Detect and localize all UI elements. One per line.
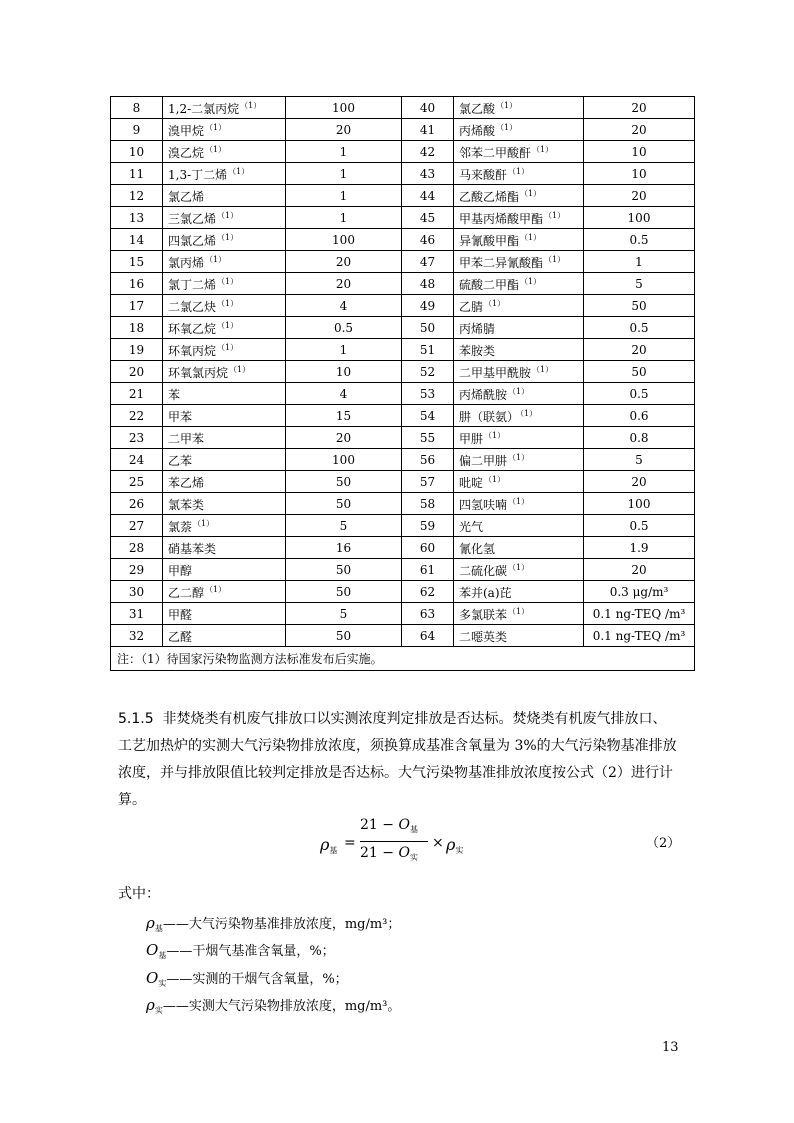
where-label: 式中： (118, 886, 160, 902)
definition-rho-actual: $\rho_实——$实测大气污染物排放浓度，mg/m³。 (146, 996, 401, 1015)
pollutant-name-right: 二硫化碳$^{(1)}$ (454, 559, 584, 581)
limit-value-right: 10 (584, 141, 695, 163)
row-number-left: 17 (111, 295, 163, 317)
table-row (111, 185, 695, 207)
limit-value-left: 15 (286, 405, 402, 427)
row-number-left: 31 (111, 603, 163, 625)
pollutant-name-left: 氯乙烯 (163, 185, 286, 207)
limit-value-left: 1 (286, 141, 402, 163)
limit-value-left: 4 (286, 383, 402, 405)
row-number-left: 18 (111, 317, 163, 339)
limit-value-right: 0.5 (584, 317, 695, 339)
table-body (111, 97, 695, 647)
pollutant-limit-table (110, 96, 695, 671)
footnote-marker: （1） (508, 497, 530, 506)
pollutant-name-right: 四氢呋喃$^{(1)}$ (454, 493, 584, 515)
formula-times: × (432, 835, 444, 851)
pollutant-name-left: 环氧氯丙烷$^{(1)}$ (163, 361, 286, 383)
pollutant-name-left: 溴甲烷$^{(1)}$ (163, 119, 286, 141)
row-number-right: 49 (402, 295, 454, 317)
pollutant-name-right: 氰化氢 (454, 537, 584, 559)
pollutant-name-left: 1,3-丁二烯$^{(1)}$ (163, 163, 286, 185)
limit-value-left: 100 (286, 229, 402, 251)
footnote-marker: （1） (508, 453, 530, 462)
footnote-marker: （1） (484, 431, 506, 440)
row-number-left: 29 (111, 559, 163, 581)
footnote-marker: （1） (217, 343, 239, 352)
pollutant-name-right: 丙烯腈 (454, 317, 584, 339)
pollutant-name-right: 乙腈$^{(1)}$ (454, 295, 584, 317)
pollutant-name-right: 二噁英类 (454, 625, 584, 647)
table-row (111, 449, 695, 471)
table-row (111, 119, 695, 141)
limit-value-left: 5 (286, 603, 402, 625)
footnote-marker: （1） (520, 189, 542, 198)
limit-value-right: 20 (584, 339, 695, 361)
limit-value-left: 10 (286, 361, 402, 383)
limit-value-right: 20 (584, 119, 695, 141)
pollutant-name-left: 乙醛 (163, 625, 286, 647)
pollutant-name-right: 邻苯二甲酸酐$^{(1)}$ (454, 141, 584, 163)
pollutant-name-left: 三氯乙烯$^{(1)}$ (163, 207, 286, 229)
limit-value-right: 0.5 (584, 229, 695, 251)
footnote-marker: （1） (508, 563, 530, 572)
formula-2 (320, 815, 470, 871)
table-row (111, 251, 695, 273)
row-number-left: 13 (111, 207, 163, 229)
pollutant-name-right: 甲苯二异氰酸酯$^{(1)}$ (454, 251, 584, 273)
table-row (111, 361, 695, 383)
limit-value-right: 100 (584, 207, 695, 229)
row-number-right: 64 (402, 625, 454, 647)
limit-value-right: 0.3 μg/m³ (584, 581, 695, 603)
table-row (111, 603, 695, 625)
row-number-right: 61 (402, 559, 454, 581)
pollutant-name-left: 硝基苯类 (163, 537, 286, 559)
limit-value-right: 20 (584, 559, 695, 581)
table-note-row (111, 647, 695, 671)
pollutant-name-left: 氯萘$^{(1)}$ (163, 515, 286, 537)
pollutant-name-left: 氯丙烯$^{(1)}$ (163, 251, 286, 273)
row-number-left: 22 (111, 405, 163, 427)
pollutant-name-left: 乙二醇$^{(1)}$ (163, 581, 286, 603)
limit-value-right: 100 (584, 493, 695, 515)
pollutant-name-left: 乙苯 (163, 449, 286, 471)
limit-value-left: 1 (286, 163, 402, 185)
pollutant-name-right: 氯乙酸$^{(1)}$ (454, 97, 584, 119)
pollutant-name-right: 硫酸二甲酯$^{(1)}$ (454, 273, 584, 295)
limit-value-left: 50 (286, 493, 402, 515)
footnote-marker: （1） (496, 101, 518, 110)
pollutant-name-left: 溴乙烷$^{(1)}$ (163, 141, 286, 163)
fraction-bar (360, 841, 428, 842)
row-number-right: 46 (402, 229, 454, 251)
limit-value-left: 1 (286, 185, 402, 207)
pollutant-name-right: 苯胺类 (454, 339, 584, 361)
pollutant-name-left: 二氯乙炔$^{(1)}$ (163, 295, 286, 317)
row-number-right: 44 (402, 185, 454, 207)
row-number-left: 24 (111, 449, 163, 471)
pollutant-name-left: 甲苯 (163, 405, 286, 427)
limit-value-right: 5 (584, 449, 695, 471)
row-number-right: 54 (402, 405, 454, 427)
table-row (111, 229, 695, 251)
pollutant-name-right: 异氰酸甲酯$^{(1)}$ (454, 229, 584, 251)
formula-lhs: ρ基 (320, 835, 338, 855)
table-row (111, 537, 695, 559)
footnote-marker: （1） (508, 607, 530, 616)
formula-rhs: ρ实 (446, 835, 464, 855)
row-number-right: 59 (402, 515, 454, 537)
table-row (111, 427, 695, 449)
pollutant-name-left: 环氧乙烷$^{(1)}$ (163, 317, 286, 339)
table-row (111, 163, 695, 185)
pollutant-name-left: 环氧丙烷$^{(1)}$ (163, 339, 286, 361)
row-number-left: 8 (111, 97, 163, 119)
row-number-right: 52 (402, 361, 454, 383)
footnote-marker: （1） (484, 299, 506, 308)
definition-rho-base: $\rho_基——$大气污染物基准排放浓度，mg/m³； (146, 914, 401, 933)
pollutant-name-left: 甲醛 (163, 603, 286, 625)
pollutant-name-right: 马来酸酐$^{(1)}$ (454, 163, 584, 185)
row-number-right: 41 (402, 119, 454, 141)
row-number-right: 63 (402, 603, 454, 625)
limit-value-left: 50 (286, 581, 402, 603)
section-number: 5.1.5 (118, 711, 154, 727)
footnote-marker: （1） (544, 255, 566, 264)
pollutant-name-left: 甲醇 (163, 559, 286, 581)
footnote-marker: （1） (484, 475, 506, 484)
limit-value-right: 0.1 ng-TEQ /m³ (584, 625, 695, 647)
row-number-left: 23 (111, 427, 163, 449)
row-number-left: 21 (111, 383, 163, 405)
limit-value-left: 5 (286, 515, 402, 537)
pollutant-name-left: 苯乙烯 (163, 471, 286, 493)
table-row (111, 515, 695, 537)
formula-denominator: $21 - O_实$ (360, 845, 418, 862)
limit-value-right: 20 (584, 185, 695, 207)
row-number-right: 56 (402, 449, 454, 471)
row-number-left: 9 (111, 119, 163, 141)
limit-value-left: 20 (286, 119, 402, 141)
footnote-marker: （1） (217, 211, 239, 220)
row-number-left: 15 (111, 251, 163, 273)
footnote-marker: （1） (217, 321, 239, 330)
pollutant-name-right: 偏二甲肼$^{(1)}$ (454, 449, 584, 471)
limit-value-right: 50 (584, 361, 695, 383)
row-number-left: 27 (111, 515, 163, 537)
table-row (111, 97, 695, 119)
footnote-marker: （1） (205, 145, 227, 154)
pollutant-name-left: 氯苯类 (163, 493, 286, 515)
table-note: 注：（1）待国家污染物监测方法标准发布后实施。 (111, 647, 695, 671)
row-number-right: 58 (402, 493, 454, 515)
footnote-marker: （1） (193, 519, 215, 528)
limit-value-left: 50 (286, 471, 402, 493)
pollutant-name-right: 苯并(a)芘 (454, 581, 584, 603)
row-number-right: 55 (402, 427, 454, 449)
table-row (111, 471, 695, 493)
pollutant-name-left: 氯丁二烯$^{(1)}$ (163, 273, 286, 295)
limit-value-right: 0.5 (584, 383, 695, 405)
row-number-left: 11 (111, 163, 163, 185)
pollutant-name-right: 多氯联苯$^{(1)}$ (454, 603, 584, 625)
limit-value-right: 0.8 (584, 427, 695, 449)
limit-value-right: 5 (584, 273, 695, 295)
row-number-right: 57 (402, 471, 454, 493)
definition-o-actual: $O_实——$实测的干烟气含氧量，%； (146, 969, 348, 988)
footnote-marker: （1） (496, 123, 518, 132)
formula-equals: = (344, 835, 356, 851)
formula-numerator: $21 - O_基$ (360, 817, 418, 834)
pollutant-name-left: 四氯乙烯$^{(1)}$ (163, 229, 286, 251)
section-text: 非焚烧类有机废气排放口以实测浓度判定排放是否达标。焚烧类有机废气排放口、工艺加热炉的实测大气污染物排放浓度，须换算成基准含氧量为 3%的大气污染物基准排放浓度，并与排放限值比较判定排放是否达标。大气污染物基准排放浓度按公式（2）进行计算。 (118, 711, 677, 808)
pollutant-name-right: 甲基丙烯酸甲酯$^{(1)}$ (454, 207, 584, 229)
footnote-marker: （1） (520, 233, 542, 242)
pollutant-name-right: 二甲基甲酰胺$^{(1)}$ (454, 361, 584, 383)
pollutant-name-right: 乙酸乙烯酯$^{(1)}$ (454, 185, 584, 207)
row-number-left: 19 (111, 339, 163, 361)
table-row (111, 581, 695, 603)
footnote-marker: （1） (544, 211, 566, 220)
table-row (111, 295, 695, 317)
pollutant-name-right: 丙烯酸$^{(1)}$ (454, 119, 584, 141)
limit-value-left: 20 (286, 251, 402, 273)
pollutant-name-left: 二甲苯 (163, 427, 286, 449)
row-number-right: 45 (402, 207, 454, 229)
limit-value-right: 0.6 (584, 405, 695, 427)
footnote-marker: （1） (205, 255, 227, 264)
limit-value-right: 10 (584, 163, 695, 185)
limit-value-left: 4 (286, 295, 402, 317)
row-number-right: 53 (402, 383, 454, 405)
pollutant-name-right: 丙烯酰胺$^{(1)}$ (454, 383, 584, 405)
limit-value-right: 20 (584, 97, 695, 119)
limit-value-right: 1.9 (584, 537, 695, 559)
pollutant-name-right: 吡啶$^{(1)}$ (454, 471, 584, 493)
row-number-right: 51 (402, 339, 454, 361)
footnote-marker: （1） (205, 123, 227, 132)
table-row (111, 141, 695, 163)
limit-value-left: 50 (286, 559, 402, 581)
limit-value-left: 100 (286, 449, 402, 471)
row-number-right: 60 (402, 537, 454, 559)
footnote-marker: （1） (217, 277, 239, 286)
row-number-right: 48 (402, 273, 454, 295)
limit-value-right: 0.5 (584, 515, 695, 537)
footnote-marker: （1） (532, 145, 554, 154)
pollutant-name-left: 1,2-二氯丙烷$^{(1)}$ (163, 97, 286, 119)
footnote-marker: （1） (240, 101, 262, 110)
footnote-marker: （1） (508, 387, 530, 396)
table-row (111, 559, 695, 581)
footnote-marker: （1） (520, 277, 542, 286)
footnote-marker: （1） (520, 409, 538, 418)
footnote-marker: （1） (217, 299, 239, 308)
limit-value-right: 1 (584, 251, 695, 273)
row-number-left: 28 (111, 537, 163, 559)
footnote-marker: （1） (508, 167, 530, 176)
pollutant-name-left: 苯 (163, 383, 286, 405)
table-row (111, 383, 695, 405)
equation-number: （2） (646, 836, 681, 851)
row-number-left: 20 (111, 361, 163, 383)
row-number-left: 14 (111, 229, 163, 251)
limit-value-left: 50 (286, 625, 402, 647)
row-number-left: 26 (111, 493, 163, 515)
row-number-left: 30 (111, 581, 163, 603)
limit-value-left: 1 (286, 207, 402, 229)
row-number-left: 12 (111, 185, 163, 207)
footnote-marker: （1） (229, 365, 251, 374)
row-number-left: 10 (111, 141, 163, 163)
footnote-marker: （1） (205, 585, 227, 594)
pollutant-name-right: 光气 (454, 515, 584, 537)
table-row (111, 317, 695, 339)
row-number-right: 50 (402, 317, 454, 339)
page-number: 13 (662, 1040, 679, 1055)
row-number-right: 42 (402, 141, 454, 163)
pollutant-name-right: 肼（联氨）$^{(1)}$ (454, 405, 584, 427)
footnote-marker: （1） (228, 167, 250, 176)
table-row (111, 625, 695, 647)
limit-value-left: 0.5 (286, 317, 402, 339)
table-row (111, 493, 695, 515)
limit-value-left: 20 (286, 427, 402, 449)
table-row (111, 405, 695, 427)
row-number-right: 40 (402, 97, 454, 119)
pollutant-name-right: 甲肼$^{(1)}$ (454, 427, 584, 449)
row-number-left: 32 (111, 625, 163, 647)
limit-value-left: 16 (286, 537, 402, 559)
limit-value-left: 1 (286, 339, 402, 361)
table-row (111, 339, 695, 361)
limit-value-right: 0.1 ng-TEQ /m³ (584, 603, 695, 625)
row-number-left: 25 (111, 471, 163, 493)
section-paragraph (118, 706, 678, 814)
table-row (111, 273, 695, 295)
limit-value-left: 100 (286, 97, 402, 119)
row-number-right: 43 (402, 163, 454, 185)
footnote-marker: （1） (217, 233, 239, 242)
definition-o-base: $O_基——$干烟气基准含氧量，%； (146, 941, 335, 960)
limit-value-right: 50 (584, 295, 695, 317)
limit-value-left: 20 (286, 273, 402, 295)
limit-value-right: 20 (584, 471, 695, 493)
table-row (111, 207, 695, 229)
footnote-marker: （1） (532, 365, 554, 374)
row-number-right: 62 (402, 581, 454, 603)
row-number-right: 47 (402, 251, 454, 273)
row-number-left: 16 (111, 273, 163, 295)
